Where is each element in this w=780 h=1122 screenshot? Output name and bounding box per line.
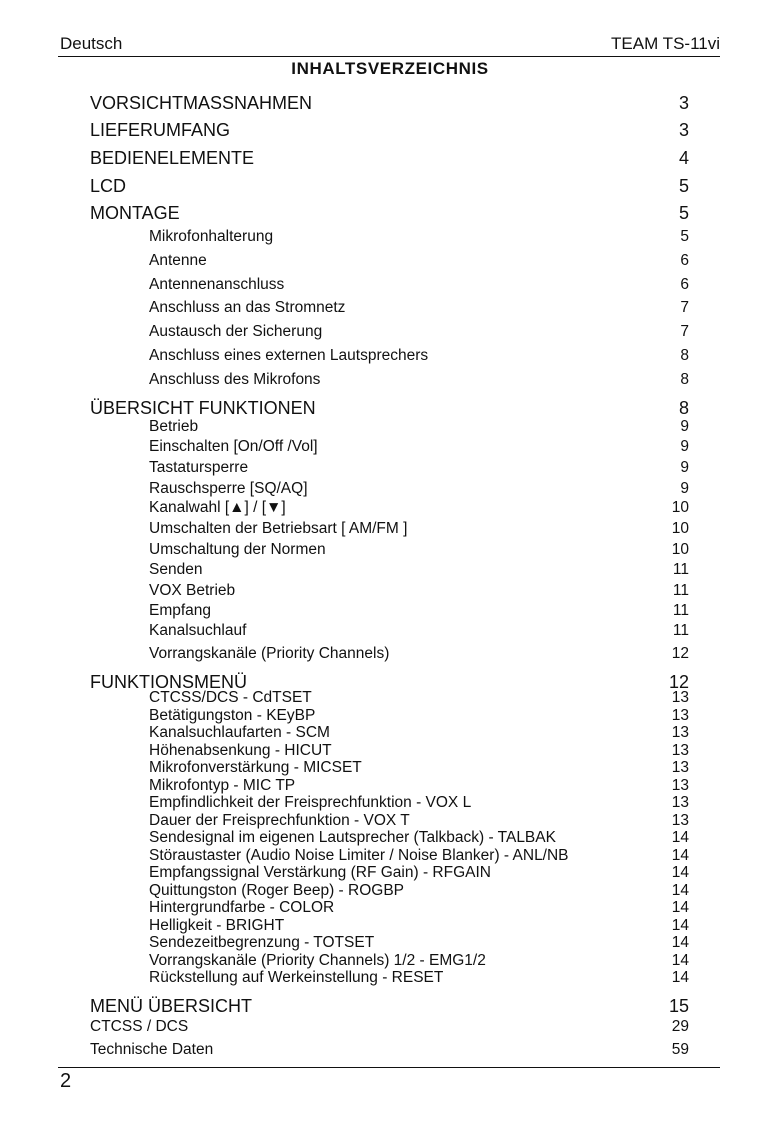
toc-entry-page: 8 [680, 347, 689, 364]
toc-entry-page: 14 [671, 899, 689, 916]
toc-entry-title: Sendesignal im eigenen Lautsprecher (Talkback) - TALBAK [149, 829, 556, 846]
toc-entry-title: Anschluss des Mikrofons [149, 371, 321, 388]
toc-entry-page: 6 [680, 252, 689, 269]
toc-entry-title: Austausch der Sicherung [149, 323, 323, 340]
toc-entry-page: 11 [672, 602, 689, 619]
toc-entry-title: Kanalsuchlaufarten - SCM [149, 724, 330, 741]
header-model: TEAM TS-11vi [611, 34, 720, 53]
toc-entry-page: 10 [671, 541, 689, 558]
toc-entry-page: 14 [671, 952, 689, 969]
toc-entry-title: Empfang [149, 602, 212, 619]
toc-entry-title: MONTAGE [90, 203, 180, 223]
toc-entry-title: Anschluss an das Stromnetz [149, 299, 346, 316]
toc-entry-title: CTCSS/DCS - CdTSET [149, 689, 312, 706]
toc-entry-title: Höhenabsenkung - HICUT [149, 742, 332, 759]
toc-entry-page: 3 [678, 120, 689, 140]
toc-entry-title: Hintergrundfarbe - COLOR [149, 899, 335, 916]
toc-entry-page: 14 [671, 917, 689, 934]
toc-entry-page: 5 [678, 176, 689, 196]
toc-entry-title: MENÜ ÜBERSICHT [90, 996, 253, 1016]
toc-entry-page: 3 [678, 93, 689, 113]
toc-entry-page: 14 [671, 934, 689, 951]
toc-entry-page: 10 [671, 499, 689, 516]
toc-entry-page: 13 [671, 724, 689, 741]
toc-entry-page: 13 [671, 812, 689, 829]
toc-entry-page: 13 [671, 689, 689, 706]
toc-entry-title: Mikrofonverstärkung - MICSET [149, 759, 362, 776]
toc-entry-title: Kanalwahl [▲] / [▼] [149, 499, 286, 516]
toc-entry-title: Senden [149, 561, 203, 578]
toc-entry-page: 14 [671, 882, 689, 899]
toc-entry-title: Mikrofontyp - MIC TP [149, 777, 296, 794]
toc-entry-title: Störaustaster (Audio Noise Limiter / Noise Blanker) - ANL/NB [149, 847, 569, 864]
toc-entry-title: Tastatursperre [149, 459, 249, 476]
toc-entry-page: 13 [671, 777, 689, 794]
toc-entry-page: 5 [680, 228, 689, 245]
toc-entry-page: 13 [671, 759, 689, 776]
toc-entry-title: Einschalten [On/Off /Vol] [149, 438, 318, 455]
toc-entry-page: 12 [671, 645, 689, 662]
toc-entry-page: 13 [671, 794, 689, 811]
toc-entry-title: Antenne [149, 252, 207, 269]
toc-entry-title: ÜBERSICHT FUNKTIONEN [90, 398, 316, 418]
toc-entry-page: 15 [668, 996, 689, 1016]
toc-entry-title: BEDIENELEMENTE [90, 148, 255, 168]
toc-entry-title: Betrieb [149, 418, 199, 435]
toc-entry-page: 11 [672, 561, 689, 578]
toc-entry-title: Betätigungston - KEyBP [149, 707, 316, 724]
toc-entry-page: 14 [671, 847, 689, 864]
toc-entry-page: 7 [680, 323, 689, 340]
toc-entry-page: 12 [668, 672, 689, 692]
header-divider [58, 56, 720, 57]
toc-entry-title: FUNKTIONSMENÜ [90, 672, 247, 692]
toc-entry-title: VOX Betrieb [149, 582, 236, 599]
toc-entry-page: 14 [671, 864, 689, 881]
page-number: 2 [60, 1070, 72, 1092]
toc-entry-title: Empfangssignal Verstärkung (RF Gain) - RFGAIN [149, 864, 491, 881]
toc-entry-title: Vorrangskanäle (Priority Channels) 1/2 - EMG1/2 [149, 952, 486, 969]
toc-entry-page: 13 [671, 742, 689, 759]
page-title: INHALTSVERZEICHNIS [291, 59, 489, 78]
toc-entry-page: 59 [671, 1041, 689, 1058]
toc-entry-page: 9 [680, 480, 689, 497]
toc-entry-title: CTCSS / DCS [90, 1018, 189, 1035]
toc-entry-title: Rauschsperre [SQ/AQ] [149, 480, 308, 497]
header-language: Deutsch [60, 34, 123, 53]
toc-entry-title: Antennenanschluss [149, 276, 285, 293]
toc-entry-page: 9 [680, 418, 689, 435]
toc-entry-title: VORSICHTMASSNAHMEN [90, 93, 313, 113]
toc-entry-page: 14 [671, 829, 689, 846]
toc-entry-page: 29 [671, 1018, 689, 1035]
toc-entry-page: 11 [672, 622, 689, 639]
toc-entry-page: 10 [671, 520, 689, 537]
toc-entry-title: Anschluss eines externen Lautsprechers [149, 347, 429, 364]
toc-entry-page: 14 [671, 969, 689, 986]
toc-entry-title: Helligkeit - BRIGHT [149, 917, 285, 934]
toc-entry-title: Mikrofonhalterung [149, 228, 274, 245]
toc-entry-page: 5 [678, 203, 689, 223]
toc-entry-page: 8 [678, 398, 689, 418]
toc-entry-title: Umschalten der Betriebsart [ AM/FM ] [149, 520, 408, 537]
toc-entry-title: Kanalsuchlauf [149, 622, 247, 639]
toc-entry-title: LCD [90, 176, 127, 196]
footer-divider [58, 1067, 720, 1068]
toc-entry-page: 7 [680, 299, 689, 316]
toc-entry-page: 9 [680, 459, 689, 476]
toc-entry-title: Sendezeitbegrenzung - TOTSET [149, 934, 375, 951]
toc-entry-title: Umschaltung der Normen [149, 541, 326, 558]
toc-entry-page: 13 [671, 707, 689, 724]
toc-entry-page: 8 [680, 371, 689, 388]
toc-entry-title: Vorrangskanäle (Priority Channels) [149, 645, 390, 662]
toc-entry-title: Technische Daten [90, 1041, 214, 1058]
toc-entry-title: Quittungston (Roger Beep) - ROGBP [149, 882, 405, 899]
toc-entry-title: LIEFERUMFANG [90, 120, 231, 140]
toc-entry-title: Empfindlichkeit der Freisprechfunktion - VOX L [149, 794, 472, 811]
toc-entry-page: 9 [680, 438, 689, 455]
toc-entry-page: 6 [680, 276, 689, 293]
toc-entry-page: 11 [672, 582, 689, 599]
toc-entry-page: 4 [678, 148, 689, 168]
toc-entry-title: Rückstellung auf Werkeinstellung - RESET [149, 969, 444, 986]
toc-entry-title: Dauer der Freisprechfunktion - VOX T [149, 812, 410, 829]
